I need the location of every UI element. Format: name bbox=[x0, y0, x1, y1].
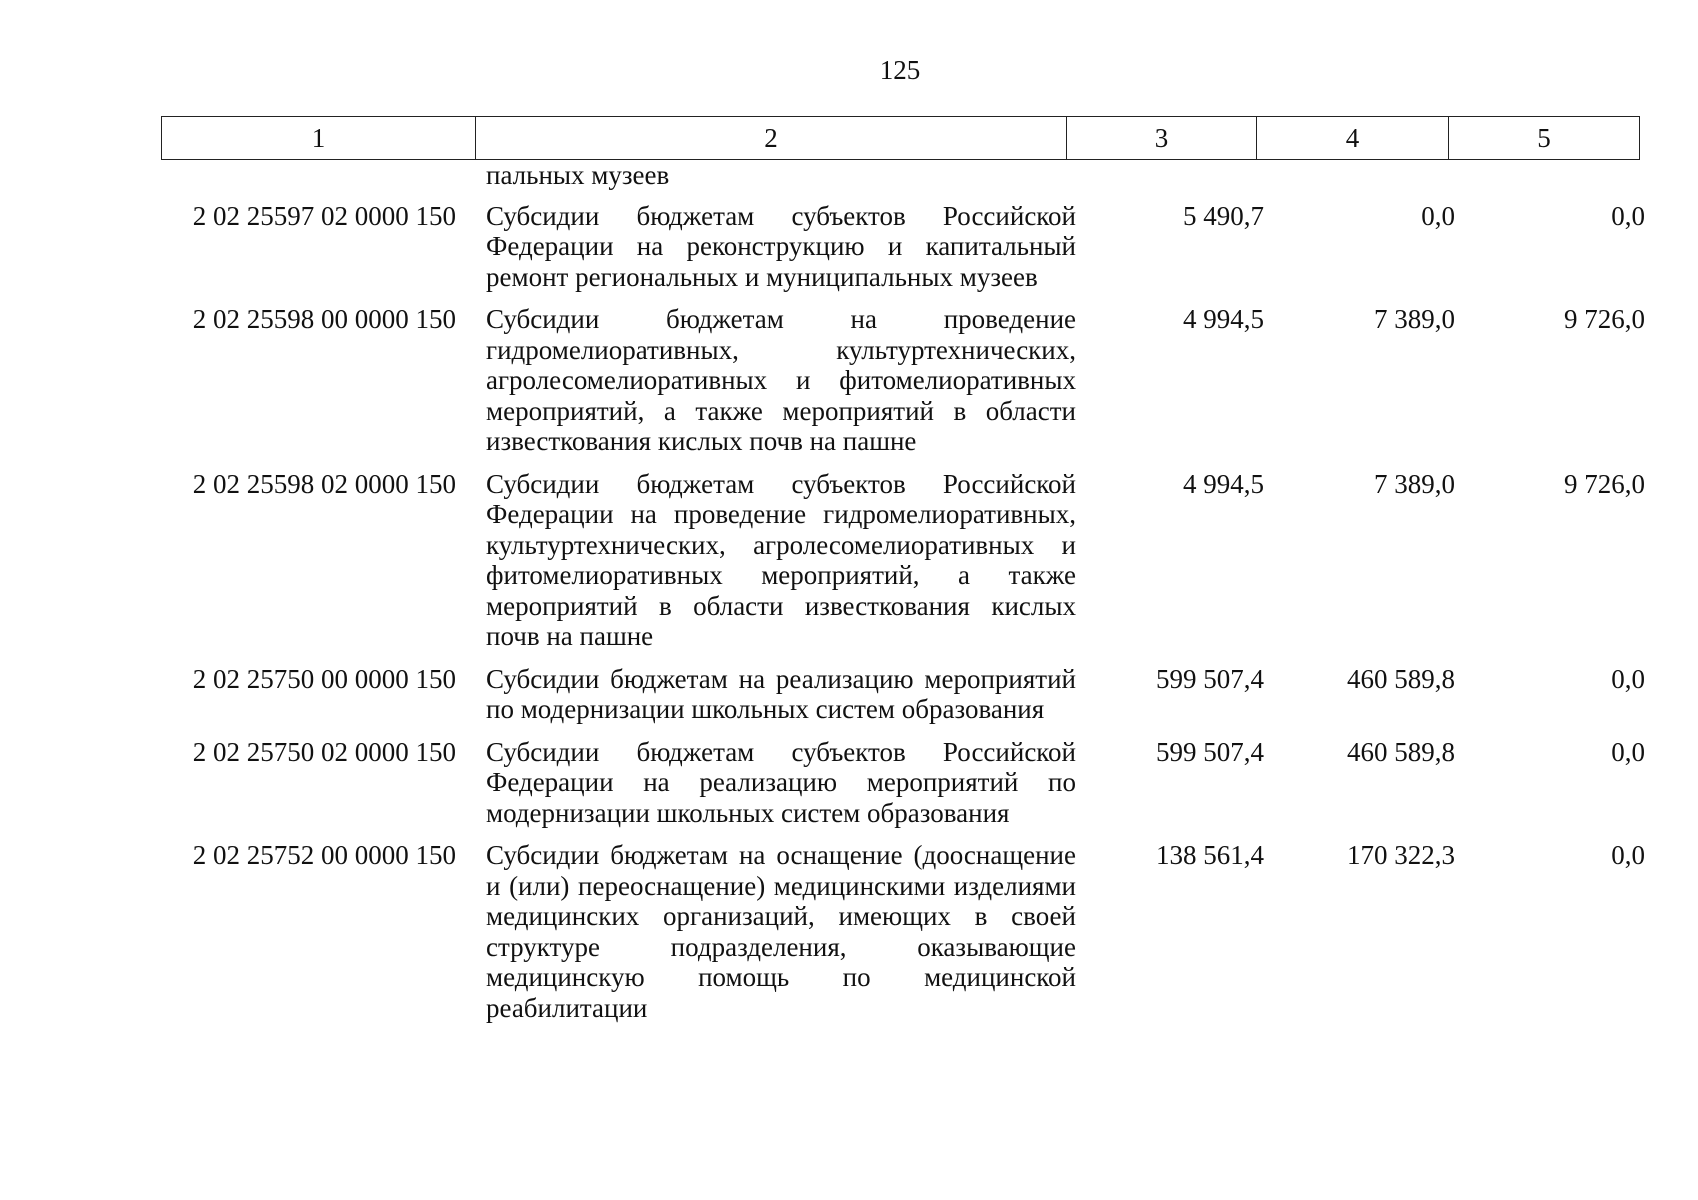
value-col-3: 4 994,5 bbox=[1183, 468, 1264, 499]
table-body bbox=[161, 160, 1656, 1025]
row-description: Субсидии бюджетам на оснащение (дооснащение и (или) переоснащение) медицинскими изделиями медицинских организаций, имеющих в своей структуре подразделения, оказывающие медицинскую помощь по медицинской реабилитации bbox=[486, 840, 1076, 1023]
row-description: Субсидии бюджетам на проведение гидромелиоративных, культуртехнических, агролесомелиоративных и фитомелиоративных мероприятий, а также мероприятий в области известкования кислых почв на пашне bbox=[486, 304, 1076, 456]
value-col-4: 460 589,8 bbox=[1347, 736, 1455, 767]
value-col-5: 0,0 bbox=[1611, 736, 1645, 767]
header-col-4: 4 bbox=[1257, 117, 1449, 160]
value-col-3: 138 561,4 bbox=[1156, 840, 1264, 870]
budget-code: 2 02 25750 00 0000 150 bbox=[192, 663, 456, 694]
header-col-2: 2 bbox=[476, 117, 1067, 160]
value-col-4: 460 589,8 bbox=[1347, 663, 1455, 694]
header-col-1: 1 bbox=[162, 117, 476, 160]
row-description: Субсидии бюджетам на реализацию мероприятий по модернизации школьных систем образования bbox=[486, 663, 1076, 724]
value-col-5: 0,0 bbox=[1611, 200, 1645, 231]
value-col-5: 9 726,0 bbox=[1564, 304, 1645, 334]
table-header bbox=[161, 116, 1640, 160]
value-col-4: 7 389,0 bbox=[1374, 468, 1455, 499]
header-row bbox=[162, 117, 1640, 160]
value-col-3: 4 994,5 bbox=[1183, 304, 1264, 334]
budget-code: 2 02 25597 02 0000 150 bbox=[192, 200, 456, 231]
budget-code: 2 02 25598 00 0000 150 bbox=[192, 304, 456, 334]
row-description: Субсидии бюджетам субъектов Российской Федерации на реконструкцию и капитальный ремонт региональных и муниципальных музеев bbox=[486, 200, 1076, 292]
continuation-text: пальных музеев bbox=[486, 160, 670, 190]
value-col-3: 599 507,4 bbox=[1156, 663, 1264, 694]
page-number: 125 bbox=[879, 55, 921, 85]
table-row bbox=[161, 830, 1656, 1025]
table-row bbox=[161, 459, 1656, 654]
table-row bbox=[161, 654, 1656, 727]
table-row bbox=[161, 294, 1656, 459]
table-row bbox=[161, 727, 1656, 831]
value-col-5: 0,0 bbox=[1611, 663, 1645, 694]
value-col-4: 0,0 bbox=[1421, 200, 1455, 231]
value-col-3: 5 490,7 bbox=[1183, 200, 1264, 231]
value-col-3: 599 507,4 bbox=[1156, 736, 1264, 767]
value-col-4: 7 389,0 bbox=[1374, 304, 1455, 334]
row-description: Субсидии бюджетам субъектов Российской Федерации на реализацию мероприятий по модернизации школьных систем образования bbox=[486, 736, 1076, 828]
row-description: Субсидии бюджетам субъектов Российской Федерации на проведение гидромелиоративных, культуртехнических, агролесомелиоративных и фитомелиоративных мероприятий, а также мероприятий в области известкования кислых почв на пашне bbox=[486, 468, 1076, 651]
table-row bbox=[161, 191, 1656, 295]
continuation-row bbox=[161, 160, 1656, 191]
header-col-5: 5 bbox=[1449, 117, 1640, 160]
header-col-3: 3 bbox=[1067, 117, 1257, 160]
budget-code: 2 02 25750 02 0000 150 bbox=[192, 736, 456, 767]
budget-code: 2 02 25752 00 0000 150 bbox=[192, 840, 456, 870]
budget-code: 2 02 25598 02 0000 150 bbox=[192, 468, 456, 499]
value-col-5: 9 726,0 bbox=[1564, 468, 1645, 499]
value-col-4: 170 322,3 bbox=[1347, 840, 1455, 870]
value-col-5: 0,0 bbox=[1611, 840, 1645, 870]
